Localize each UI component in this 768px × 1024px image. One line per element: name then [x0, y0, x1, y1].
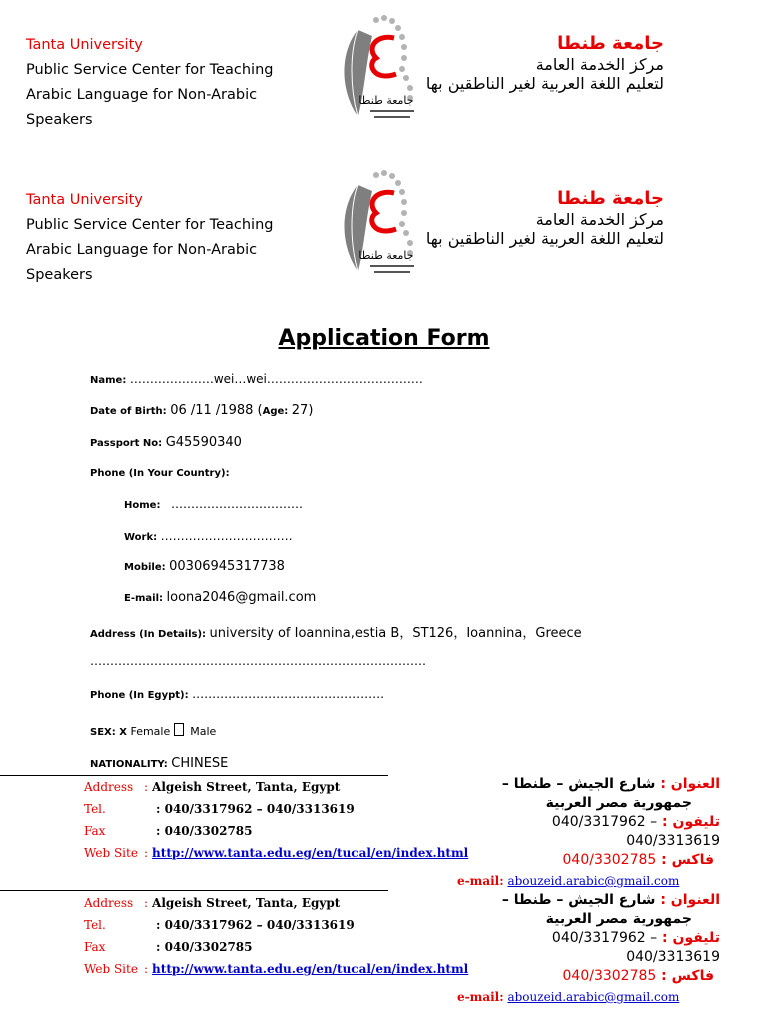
footer-colon: : — [144, 896, 149, 910]
footer-address-value: Algeish Street, Tanta, Egypt — [152, 896, 341, 910]
home-label: Home: — [124, 500, 161, 511]
nationality-label: NATIONALITY: — [90, 759, 168, 770]
header-center-line-3: Speakers — [26, 267, 93, 283]
footer-web-link[interactable]: http://www.tanta.edu.eg/en/tucal/en/index.html — [152, 962, 469, 976]
passport-field[interactable]: G45590340 — [165, 435, 242, 450]
university-logo-icon — [336, 167, 432, 282]
dob-field[interactable]: 06 /11 /1988 ( — [170, 403, 263, 418]
footer-ar-fax-key: فاكس : — [661, 968, 714, 984]
name-field[interactable]: …………………wei…wei………………………………… — [129, 372, 423, 386]
footer-address-key: Address — [84, 780, 134, 794]
footer-colon: : — [144, 962, 149, 976]
sex-label: SEX: — [90, 727, 116, 738]
footer-tel-key: Tel. — [84, 802, 106, 816]
female-label: Female — [130, 725, 171, 738]
svg-text:جامعة طنطا: جامعة طنطا — [358, 249, 414, 262]
footer-email-1 — [457, 874, 679, 888]
footer-ar-tel-value-2: 040/3313619 — [626, 833, 720, 849]
university-logo-icon — [336, 12, 432, 127]
footer-ar-country: جمهورية مصر العربية — [545, 911, 692, 927]
header-center-line-3: Speakers — [26, 112, 93, 128]
footer-colon: : — [144, 846, 149, 860]
mobile-label: Mobile: — [124, 562, 166, 573]
address-continuation-field[interactable]: ………………………………………………………………………… — [90, 654, 426, 668]
form-title: Application Form — [278, 326, 490, 351]
footer-tel-value: : 040/3317962 – 040/3313619 — [156, 918, 355, 932]
footer-ar-address-key: العنوان : — [660, 776, 720, 792]
nationality-field[interactable]: CHINESE — [171, 756, 229, 771]
footer-ar-address-key: العنوان : — [660, 892, 720, 908]
footer-arabic-2 — [420, 891, 720, 986]
header-center-line-1: Public Service Center for Teaching — [26, 62, 274, 78]
footer-email-link[interactable]: abouzeid.arabic@gmail.com — [507, 990, 680, 1004]
footer-fax-key: Fax — [84, 824, 106, 838]
header-university-name: Tanta University — [26, 192, 143, 208]
age-field[interactable]: 27) — [291, 403, 314, 418]
header-arabic-line-2: لتعليم اللغة العربية لغير الناطقين بها — [425, 74, 664, 93]
header-center-line-1: Public Service Center for Teaching — [26, 217, 274, 233]
header-arabic-university: جامعة طنطا — [557, 188, 664, 209]
footer-ar-tel-key: تليفون : — [662, 930, 720, 946]
footer-ar-country: جمهورية مصر العربية — [545, 795, 692, 811]
sex-row — [90, 723, 216, 738]
header-center-line-2: Arabic Language for Non-Arabic — [26, 87, 258, 103]
email-label: E-mail: — [124, 593, 164, 604]
footer-address-value: Algeish Street, Tanta, Egypt — [152, 780, 341, 794]
home-row — [124, 497, 303, 511]
footer-english-2 — [84, 892, 468, 980]
male-label: Male — [190, 725, 217, 738]
header-english-2 — [26, 188, 326, 288]
header-arabic-line-2: لتعليم اللغة العربية لغير الناطقين بها — [425, 229, 664, 248]
header-arabic-line-1: مركز الخدمة العامة — [535, 210, 664, 229]
header-center-line-2: Arabic Language for Non-Arabic — [26, 242, 258, 258]
name-label: Name: — [90, 375, 127, 386]
work-row — [124, 529, 293, 543]
phone-country-row — [90, 466, 230, 479]
nationality-row — [90, 756, 228, 771]
footer-address-key: Address — [84, 896, 134, 910]
footer-tel-value: : 040/3317962 – 040/3313619 — [156, 802, 355, 816]
header-arabic-2 — [424, 188, 664, 248]
footer-email-key: e-mail: — [457, 874, 504, 888]
footer-ar-fax-value: 040/3302785 — [562, 968, 657, 984]
footer-ar-fax-value: 040/3302785 — [562, 852, 657, 868]
header-arabic-1 — [424, 33, 664, 93]
footer-divider — [0, 890, 388, 891]
work-field[interactable]: …………………………… — [160, 529, 293, 543]
footer-english-1 — [84, 776, 468, 864]
footer-web-key: Web Site — [84, 962, 138, 976]
female-checkbox-mark[interactable]: X — [119, 727, 127, 738]
email-field[interactable]: loona2046@gmail.com — [166, 590, 317, 605]
address-row — [90, 622, 582, 641]
footer-web-link[interactable]: http://www.tanta.edu.eg/en/tucal/en/index.html — [152, 846, 469, 860]
footer-fax-key: Fax — [84, 940, 106, 954]
header-arabic-university: جامعة طنطا — [557, 33, 664, 54]
home-field[interactable]: …………………………… — [170, 497, 303, 511]
footer-ar-tel-value: 040/3317962 – — [551, 930, 658, 946]
svg-text:جامعة طنطا: جامعة طنطا — [358, 94, 414, 107]
footer-ar-fax-key: فاكس : — [661, 852, 714, 868]
footer-tel-key: Tel. — [84, 918, 106, 932]
male-checkbox-icon[interactable] — [174, 723, 184, 736]
footer-ar-address-value: شارع الجيش – طنطا – — [501, 776, 656, 792]
phone-country-label: Phone (In Your Country): — [90, 468, 230, 479]
footer-ar-tel-value: 040/3317962 – — [551, 814, 658, 830]
address-label: Address (In Details): — [90, 629, 207, 640]
mobile-field[interactable]: 00306945317738 — [169, 559, 285, 574]
footer-fax-value: : 040/3302785 — [156, 824, 253, 838]
footer-email-key: e-mail: — [457, 990, 504, 1004]
footer-colon: : — [144, 780, 149, 794]
passport-row — [90, 435, 242, 450]
address-continuation-row — [90, 654, 426, 668]
mobile-row — [124, 559, 285, 574]
footer-ar-address-value: شارع الجيش – طنطا – — [501, 892, 656, 908]
footer-arabic-1 — [420, 775, 720, 870]
footer-email-link[interactable]: abouzeid.arabic@gmail.com — [507, 874, 680, 888]
dob-row — [90, 403, 313, 418]
header-university-name: Tanta University — [26, 37, 143, 53]
footer-ar-tel-key: تليفون : — [662, 814, 720, 830]
footer-ar-tel-value-2: 040/3313619 — [626, 949, 720, 965]
header-english-1 — [26, 33, 326, 133]
footer-fax-value: : 040/3302785 — [156, 940, 253, 954]
passport-label: Passport No: — [90, 438, 163, 449]
name-row — [90, 372, 423, 386]
phone-egypt-row — [90, 687, 384, 701]
footer-email-2 — [457, 990, 679, 1004]
work-label: Work: — [124, 532, 158, 543]
phone-egypt-field[interactable]: ………………………………………… — [192, 687, 385, 701]
email-row — [124, 590, 316, 605]
dob-label: Date of Birth: — [90, 406, 167, 417]
age-label: Age: — [262, 406, 289, 417]
header-arabic-line-1: مركز الخدمة العامة — [535, 55, 664, 74]
footer-web-key: Web Site — [84, 846, 138, 860]
address-field[interactable]: university of Ioannina,estia B，ST126，Ioannina，Greece — [209, 626, 582, 641]
phone-egypt-label: Phone (In Egypt): — [90, 690, 189, 701]
